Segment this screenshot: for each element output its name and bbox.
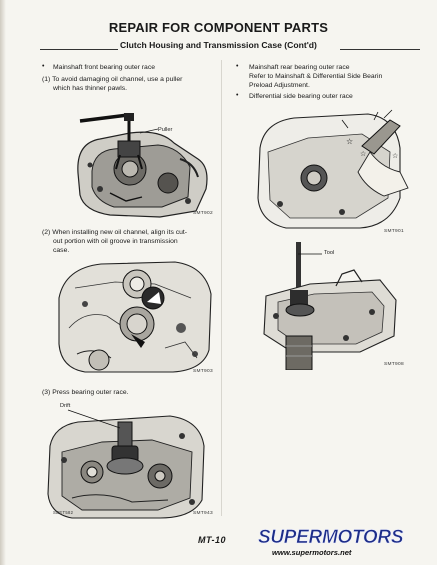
binding-shadow bbox=[0, 0, 6, 565]
page-title: REPAIR FOR COMPONENT PARTS bbox=[108, 20, 329, 35]
watermark-logo-text: SUPERMOTORS bbox=[258, 527, 404, 548]
left-step2-line1: (2) When installing new oil channel, align its cut- bbox=[42, 229, 188, 236]
fig3-corner-code: SDET582 bbox=[53, 510, 74, 515]
page-number: MT-10 bbox=[198, 535, 227, 545]
section-subtitle: Clutch Housing and Transmission Case (Cont'd) bbox=[120, 40, 317, 50]
supermotors-watermark bbox=[258, 527, 432, 559]
right-bullet1-line3: Preload Adjustment. bbox=[249, 82, 310, 89]
left-step2-line3: case. bbox=[53, 247, 70, 254]
svg-text:☆: ☆ bbox=[346, 137, 354, 146]
subtitle-rule-right bbox=[340, 49, 420, 50]
column-divider bbox=[221, 60, 222, 516]
bullet-dot: • bbox=[236, 92, 239, 99]
right-bullet1-line1: Mainshaft rear bearing outer race bbox=[249, 64, 350, 71]
figure-case-rear-race bbox=[250, 108, 410, 234]
svg-text:☆: ☆ bbox=[392, 152, 399, 160]
watermark-url: www.supermotors.net bbox=[272, 548, 352, 557]
fig1-label-puller: Puller bbox=[158, 127, 173, 133]
svg-text:☆: ☆ bbox=[360, 150, 367, 158]
left-step1-line1: (1) To avoid damaging oil channel, use a puller bbox=[42, 76, 183, 83]
right-bullet1-line2: Refer to Mainshaft & Differential Side Bearin bbox=[249, 73, 383, 80]
figure-oil-channel bbox=[55, 258, 215, 376]
section-subtitle-row bbox=[40, 40, 420, 54]
figure-puller-case bbox=[70, 103, 220, 221]
right-fig1-caption: SMT901 bbox=[384, 229, 404, 234]
bullet-dot: • bbox=[236, 63, 239, 70]
fig1-caption: SMT902 bbox=[193, 211, 213, 216]
left-bullet-1: Mainshaft front bearing outer race bbox=[53, 64, 156, 71]
left-step3: (3) Press bearing outer race. bbox=[42, 389, 129, 396]
right-fig2-caption: SMT908 bbox=[384, 362, 404, 367]
figure-side-bearing-tool bbox=[250, 240, 410, 370]
left-step2-line2: out portion with oil groove in transmission bbox=[53, 238, 178, 245]
figure-press-race bbox=[42, 402, 212, 522]
fig3-label-drift: Drift bbox=[60, 403, 71, 409]
right-fig2-label-tool: Tool bbox=[324, 250, 335, 256]
right-bullet2: Differential side bearing outer race bbox=[249, 93, 353, 100]
fig3-caption: SMT943 bbox=[193, 511, 213, 516]
subtitle-rule-left bbox=[40, 49, 118, 50]
bullet-dot: • bbox=[42, 63, 45, 70]
fig2-caption: SMT903 bbox=[193, 369, 213, 374]
left-step1-line2: which has thinner pawls. bbox=[53, 85, 128, 92]
